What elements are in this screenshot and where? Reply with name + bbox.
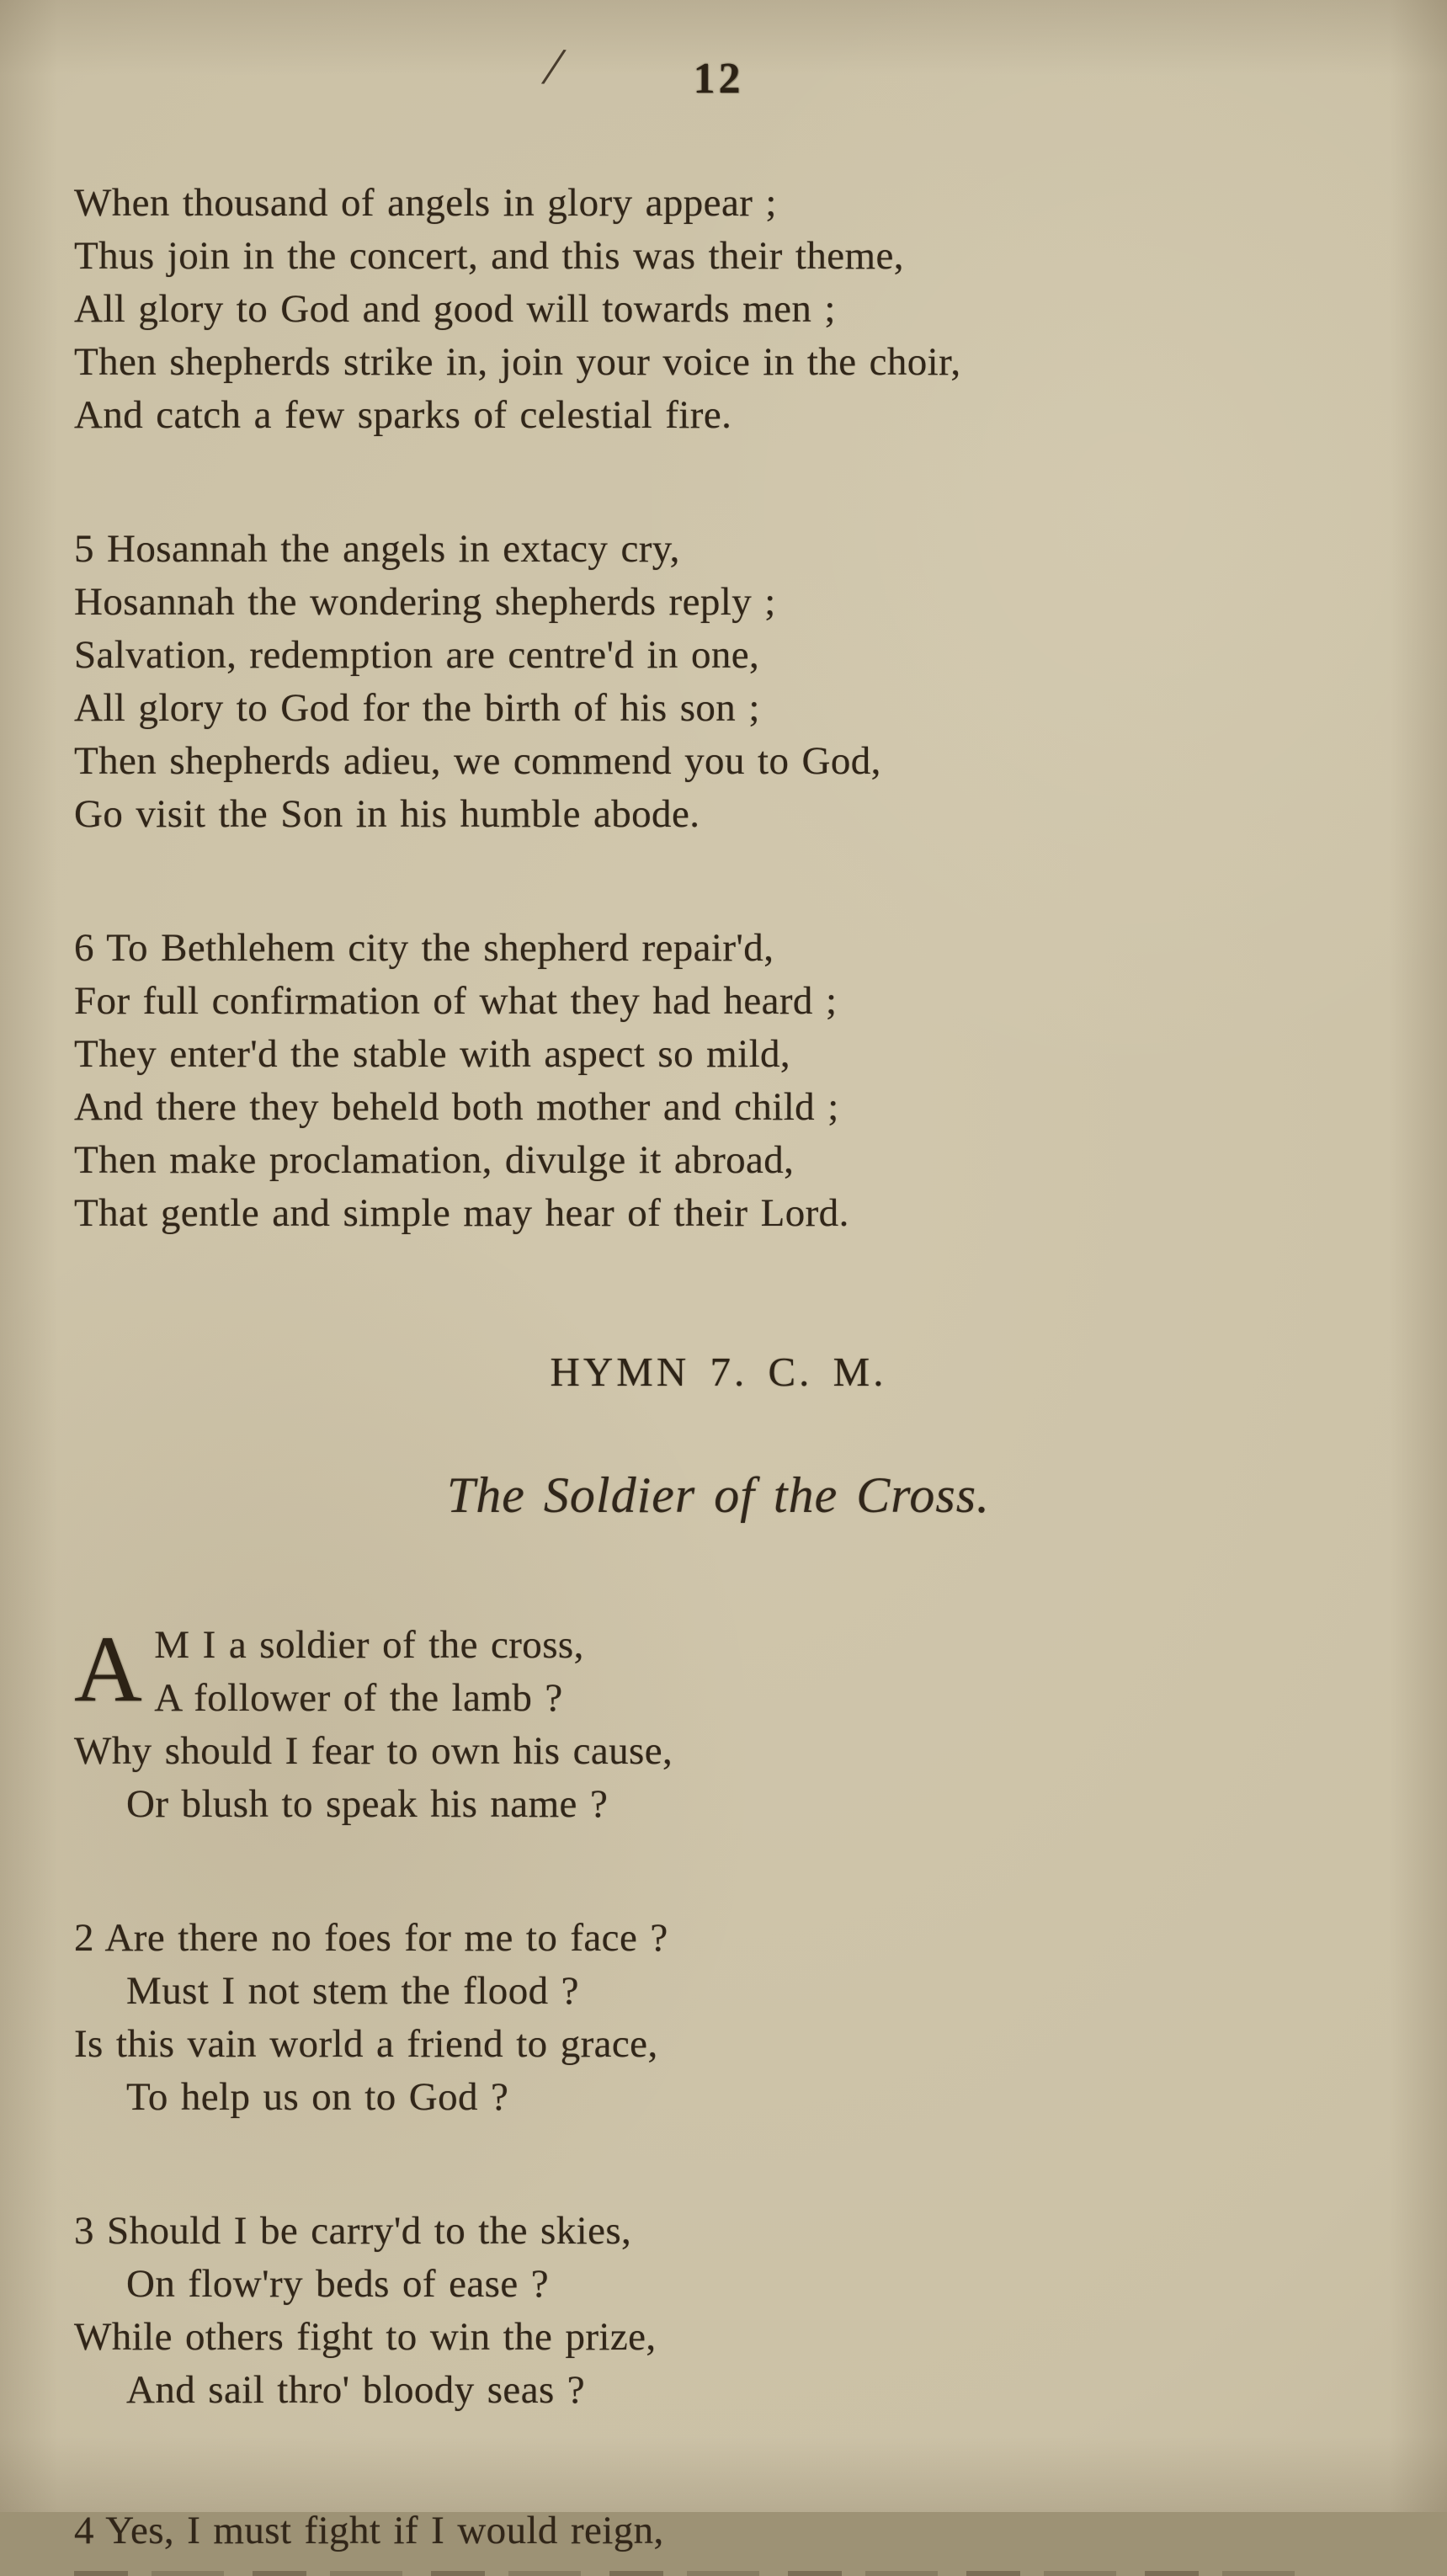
stray-ink-mark: / bbox=[542, 35, 564, 97]
verse-line: 2 Are there no foes for me to face ? bbox=[74, 1916, 668, 1960]
verse-line: Salvation, redemption are centre'd in one, bbox=[74, 633, 760, 677]
verse-line: Why should I fear to own his cause, bbox=[74, 1729, 673, 1773]
verse-line: 5 Hosannah the angels in extacy cry, bbox=[74, 527, 680, 571]
page-number: 12 bbox=[693, 55, 744, 103]
verse-line: All glory to God and good will towards men ; bbox=[74, 287, 836, 331]
verse-line: They enter'd the stable with aspect so mild, bbox=[74, 1032, 791, 1076]
verse-line: 6 To Bethlehem city the shepherd repair'd, bbox=[74, 926, 774, 970]
hymn-heading: HYMN 7. C. M. bbox=[550, 1349, 887, 1395]
verse-line: M I a soldier of the cross, bbox=[154, 1623, 584, 1667]
stanza-6 bbox=[74, 922, 1363, 1240]
verse-line: To help us on to God ? bbox=[126, 2075, 509, 2119]
verse-line: Thus join in the concert, and this was their theme, bbox=[74, 234, 904, 278]
verse-line: While others fight to win the prize, bbox=[74, 2315, 657, 2359]
stanza-2 bbox=[74, 1912, 1363, 2124]
stanza-3 bbox=[74, 2205, 1363, 2417]
verse-line: All glory to God for the birth of his son ; bbox=[74, 686, 760, 730]
verse-line: A follower of the lamb ? bbox=[154, 1676, 563, 1720]
verse-line: Hosannah the wondering shepherds reply ; bbox=[74, 580, 776, 624]
verse-line: 4 Yes, I must fight if I would reign, bbox=[74, 2509, 664, 2552]
verse-line: That gentle and simple may hear of their Lord. bbox=[74, 1191, 849, 1235]
verse-line: When thousand of angels in glory appear ; bbox=[74, 181, 777, 225]
stanza-1 bbox=[74, 1619, 1363, 1831]
verse-line: And there they beheld both mother and child ; bbox=[74, 1085, 839, 1129]
verse-line: 3 Should I be carry'd to the skies, bbox=[74, 2209, 632, 2253]
verse-line: On flow'ry beds of ease ? bbox=[126, 2262, 549, 2306]
verse-line: Then shepherds adieu, we commend you to God, bbox=[74, 739, 881, 783]
verse-line: And sail thro' bloody seas ? bbox=[126, 2368, 586, 2412]
drop-cap: A bbox=[74, 1617, 143, 1722]
ink-bleed-artifact bbox=[74, 2571, 1320, 2576]
verse-line: Is this vain world a friend to grace, bbox=[74, 2022, 658, 2066]
hymn-title: The Soldier of the Cross. bbox=[446, 1467, 991, 1523]
stanza-5 bbox=[74, 523, 1363, 841]
verse-line: Go visit the Son in his humble abode. bbox=[74, 792, 700, 836]
verse-line: Then shepherds strike in, join your voice in the choir, bbox=[74, 340, 961, 384]
verse-line: And catch a few sparks of celestial fire. bbox=[74, 393, 732, 437]
verse-line: Then make proclamation, divulge it abroad, bbox=[74, 1138, 795, 1182]
stanza-continuation bbox=[74, 177, 1363, 442]
verse-line: Must I not stem the flood ? bbox=[126, 1969, 579, 2013]
verse-line: For full confirmation of what they had heard ; bbox=[74, 979, 838, 1023]
verse-line: Or blush to speak his name ? bbox=[126, 1782, 609, 1826]
stanza-4-first-line bbox=[74, 2504, 1363, 2576]
page-header bbox=[74, 30, 1363, 130]
